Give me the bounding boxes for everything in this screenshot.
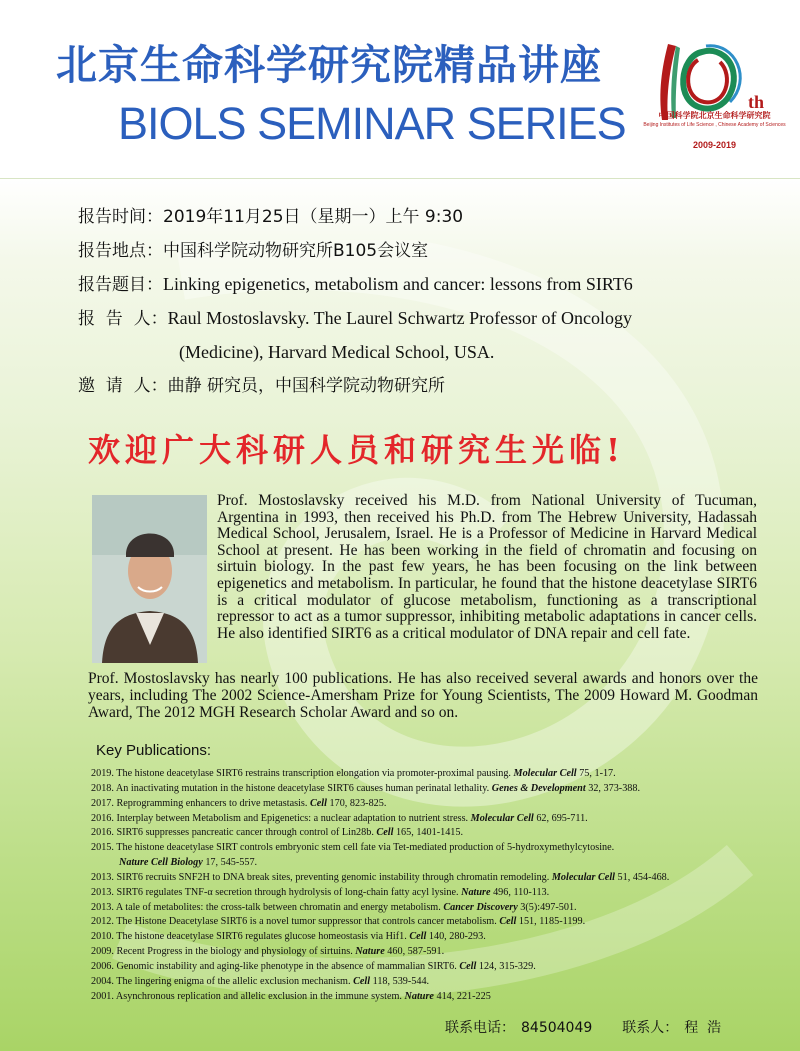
place-value: 中国科学院动物研究所B105会议室 (163, 241, 429, 261)
speaker-label: 报 告 人： (78, 309, 168, 329)
speaker-value-line2: (Medicine), Harvard Medical School, USA. (179, 342, 495, 362)
publications-title: Key Publications: (96, 742, 212, 759)
publication-item: 2013. SIRT6 regulates TNF-α secretion through hydrolysis of long-chain fatty acyl lysine. Nature 496, 110-113. (91, 886, 550, 898)
topic-label: 报告题目： (78, 275, 163, 295)
host-label: 邀 请 人： (78, 376, 168, 396)
publication-item: 2013. A tale of metabolites: the cross-talk between chromatin and energy metabolism. Cancer Discovery 3(5):497-501. (91, 901, 577, 913)
publication-item: 2013. SIRT6 recruits SNF2H to DNA break sites, preventing genomic instability through chromatin remodeling. Molecular Cell 51, 454-468. (91, 871, 670, 883)
welcome-banner: 欢迎广大科研人员和研究生光临! (88, 431, 626, 469)
title-english: BIOLS SEMINAR SERIES (118, 98, 626, 149)
time-label: 报告时间： (78, 207, 163, 227)
publication-item: 2009. Recent Progress in the biology and physiology of sirtuins. Nature 460, 587-591. (91, 946, 445, 958)
info-topic (78, 273, 633, 296)
phone-label: 联系电话： (445, 1020, 515, 1036)
publication-item: 2019. The histone deacetylase SIRT6 restrains transcription elongation via promoter-proximal pausing. Molecular Cell 75, 1-17. (91, 768, 616, 779)
bio-paragraph-1: Prof. Mostoslavsky received his M.D. from National University of Tucuman, Argentina in 1993, then received his Ph.D. from The Hebrew University, Hadassah Medical School, Jerusalem, Israel. He is a Professor of Medicine in Harvard Medical School at present. He has been working in the field of chromatin and focusing on sirtuin biology. In the past few years, he has been focusing on the link between epigenetics and metabolism. In particular, he found that the histone deacetylase SIRT6 is a critical modulator of glucose metabolism, functioning as a transcriptional repressor to act as a tumor suppressor, inhibiting metabolic adaptations in cancer cells. He also identified SIRT6 as a critical modulator of DNA repair and cell fate. (217, 492, 757, 642)
logo-years: 2009-2019 (692, 140, 737, 150)
publication-item: 2017. Reprogramming enhancers to drive metastasis. Cell 170, 823-825. (91, 797, 387, 809)
phone-number: 84504049 (521, 1020, 593, 1036)
time-value: 2019年11月25日（星期一）上午 9:30 (163, 207, 464, 227)
bio-paragraph-2: Prof. Mostoslavsky has nearly 100 publications. He has also received several awards and honors over the years, including The 2002 Science-Amersham Prize for Young Scientists, The 2009 Howard M. Goodman Award, The 2012 MGH Research Scholar Award and so on. (88, 670, 758, 721)
publication-item: 2012. The Histone Deacetylase SIRT6 is a novel tumor suppressor that controls cancer metabolism. Cell 151, 1185-1199. (91, 916, 586, 928)
publication-item: 2010. The histone deacetylase SIRT6 regulates glucose homeostasis via Hif1. Cell 140, 280-293. (91, 931, 486, 943)
publication-item: 2006. Genomic instability and aging-like phenotype in the absence of mammalian SIRT6. Cell 124, 315-329. (91, 960, 536, 972)
place-label: 报告地点： (78, 241, 163, 261)
contact-info (445, 1017, 727, 1037)
info-place (78, 239, 428, 262)
publication-item: 2004. The lingering enigma of the allelic exclusion mechanism. Cell 118, 539-544. (91, 975, 430, 987)
publication-item: 2018. An inactivating mutation in the histone deacetylase SIRT6 causes human perinatal lethality. Genes & Development 32, 373-388. (91, 782, 641, 794)
logo-suffix: th (748, 92, 765, 112)
speaker-value-line1: Raul Mostoslavsky. The Laurel Schwartz Professor of Oncology (167, 308, 633, 328)
title-chinese: 北京生命科学研究院精品讲座 (56, 41, 602, 89)
logo-institute-cn: 中国科学院北京生命科学研究院 (658, 111, 771, 120)
header (0, 0, 800, 178)
info-time (78, 205, 463, 228)
publication-item: 2001. Asynchronous replication and allelic exclusion in the immune system. Nature 414, 221-225 (91, 990, 491, 1002)
logo-institute-en: Beijing Institutes of Life Science , Chinese Academy of Sciences (643, 122, 786, 128)
host-value: 曲静 研究员，中国科学院动物研究所 (167, 376, 446, 396)
info-speaker-cont (179, 341, 494, 363)
publication-item: 2015. The histone deacetylase SIRT controls embryonic stem cell fate via Tet-mediated production of 5-hydroxymethylcytosine. Nature Cell Biology 17, 545-557. (91, 842, 615, 869)
info-host (78, 374, 445, 397)
contact-person-label: 联系人： (622, 1020, 679, 1036)
publication-item: 2016. Interplay between Metabolism and Epigenetics: a nuclear adaptation to nutrient stress. Molecular Cell 62, 695-711. (91, 812, 588, 824)
header-divider (0, 178, 800, 179)
contact-person-name: 程 浩 (684, 1020, 722, 1036)
topic-value: Linking epigenetics, metabolism and cancer: lessons from SIRT6 (163, 274, 633, 294)
speaker-photo (92, 495, 207, 663)
info-speaker (78, 307, 632, 330)
publications-list (91, 767, 781, 1005)
publication-item: 2016. SIRT6 suppresses pancreatic cancer through control of Lin28b. Cell 165, 1401-1415. (91, 827, 464, 839)
